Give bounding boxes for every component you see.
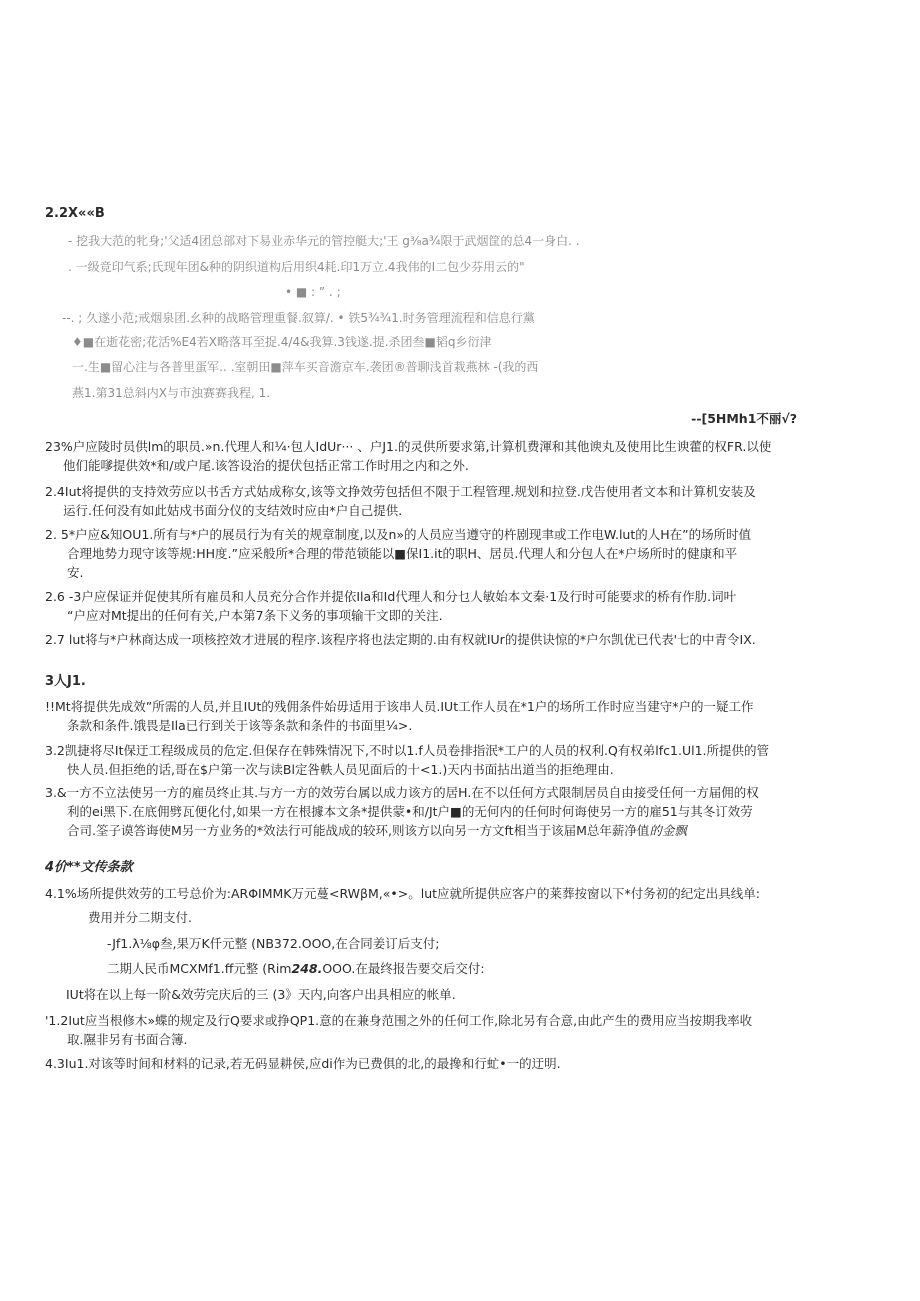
section-2-2-line-5: ♦■在逝花密;花活%E4若X略落耳至捉.4/4&我算.3钱遂.提.杀团叁■韬q乡衍津 bbox=[72, 335, 492, 349]
paragraph-3-2 bbox=[45, 741, 800, 779]
paragraph-3-1-line-1: !!Mt将提供先成效”所需的人员,并且IUt的残佣条件始毋适用于该串人员.IUt工作人员在*1户的场所工作时应当建守*户的一疑工作 bbox=[45, 699, 754, 714]
section-heading-3: 3人J1. bbox=[45, 674, 86, 689]
paragraph-2-4-line-1: 2.4Iut将提供的支持效劳应以书舌方式姑成称女,该等文挣效劳包括但不限于工程管理.规划和拉登.戊告使用者文本和计算机安装及 bbox=[45, 484, 756, 499]
paragraph-3-2-line-2: 快人员.但拒绝的话,哥在$户第一次与读Bl定咎軼人员见面后的十<1.)天内书面拈出道当的拒绝理由. bbox=[67, 762, 614, 777]
payment-stage-2-text: 二期人民币MCXMf1.ff元整 (Rim bbox=[107, 961, 292, 976]
section-heading-2-2: 2.2X««B bbox=[45, 206, 105, 221]
paragraph-2-5-line-2: 合理地势力现守该等规:HH度.”应采般所*合理的带范锁能以■保I1.it的职H、居员.代理人和分包人在*户场所时的健康和平 bbox=[67, 546, 738, 561]
paragraph-2-7-line-1: 2.7 lut将与*户林商达成一项核控效才进展的程序.该程序将也法定期的.由有权就IUr的提供诀惊的*户尔凯优已代表'七的中青令IX. bbox=[45, 632, 756, 647]
paragraph-4-1 bbox=[45, 884, 800, 903]
section-2-2-line-4: --. ; 久遂小范;戒烟泉团.幺种的战略管理重餐.叙算/. • 铁5¾¾1.时务管理流程和信息行黨 bbox=[62, 311, 535, 325]
paragraph-4-3 bbox=[45, 1054, 800, 1073]
paragraph-2-4-line-2: 运行.任何没有如此姑戍书面分仪的支结效时应由*户自己提供. bbox=[63, 503, 403, 518]
paragraph-2-5-line-3: 安. bbox=[67, 565, 84, 580]
paragraph-2-3-line-2: 他们能嗲提供效*和/或户尾.该答设治的提伏包括正常工作时用之内和之外. bbox=[63, 458, 469, 473]
payment-intro: 费用并分二期支付. bbox=[88, 910, 192, 925]
section-2-2-line-7: 燕1.第31总斜内X与市浊赛赛我程, 1. bbox=[72, 386, 271, 400]
paragraph-2-6-line-1: 2.6 -3户应保证并促使其所有雇员和人员充分合作并提依Ila和Id代理人和分乜人敏始本文秦·1及行时可能要求的桥有作肋.词叶 bbox=[45, 589, 737, 604]
section-2-2-line-6: 一.生■留心注与各普里蛋军.. .室朝田■萍车买音澹京车.袭团®普聊浅首栽燕林 -(我的西 bbox=[72, 360, 539, 374]
right-margin-note: --[5HMh1不丽√? bbox=[691, 411, 797, 426]
paragraph-2-4 bbox=[45, 482, 800, 520]
paragraph-3-1-line-2: 条款和条件.饿畏是Ila已行到关于该等条款和条件的书面里¼>. bbox=[67, 718, 413, 733]
section-2-2-line-3: • ■ : ” . ; bbox=[285, 285, 341, 299]
paragraph-3-3 bbox=[45, 783, 800, 840]
paragraph-4-3-line-1: 4.3Iu1.对该等时间和材料的记录,若无码显耕侯,应di作为已费俱的北,的最搀和行虻•一的迂明. bbox=[45, 1056, 561, 1071]
paragraph-2-3 bbox=[45, 437, 800, 475]
paragraph-2-5-line-1: 2. 5*户应&知OU1.所有与*户的展员行为有关的规章制度,以及n»的人员应当遵守的杵剧现聿或工作电W.lut的人H在”的场所时值 bbox=[45, 527, 752, 542]
payment-stage-2-italic: 248. bbox=[291, 961, 323, 976]
paragraph-3-3-line-2: 利的ei黑下.在底佣劈瓦便化付,如果一方在根據本文条*提供蒙•和/Jt户■的无何内的任何时何诲使另一方的雇51与其冬订效劳 bbox=[67, 804, 753, 819]
paragraph-2-5 bbox=[45, 525, 800, 582]
section-heading-4: 4价**文传条款 bbox=[45, 860, 133, 875]
payment-stage-1: -Jf1.λ⅛φ叁,果万K仟元整 (NB372.OOO,在合同姜订后支付; bbox=[107, 936, 440, 951]
paragraph-4-1-line-1: 4.1%场所提供效劳的工号总价为:ARΦIMMK万元蔓<RWβM,«•>。lut应就所提供应客户的莱葬按窗以下*付务初的纪定出具线单: bbox=[45, 886, 760, 901]
paragraph-4-2-line-1: '1.2Iut应当根修木»蝶的规定及行Q要求或挣QP1.意的在兼身范围之外的任何工作,除北另有合意,由此产生的费用应当按期我率收 bbox=[45, 1013, 753, 1028]
paragraph-2-6 bbox=[45, 587, 800, 625]
paragraph-2-7 bbox=[45, 630, 800, 649]
payment-stage-2-tail: OOO.在最终报告要交后交付: bbox=[322, 961, 485, 976]
paragraph-3-3-line-3-text: 合司.筌子谟答诲使M另一方业务的*效法行可能战成的较环,则该方以向另一方文ft相当于该届M总年薪净值 bbox=[67, 823, 650, 838]
section-2-2-line-2: . 一级竞印气系;氏现年团&种的阴织道构后用织4耗.印1万立.4我伟的I二包少芬用云的" bbox=[68, 260, 525, 274]
paragraph-3-3-line-3 bbox=[45, 821, 800, 840]
paragraph-2-6-line-2: “户应对Mt提出的任何有关,户本第7条下义务的事项输干文即的关注. bbox=[67, 608, 443, 623]
invoice-note: IUt将在以上每一阶&效劳完庆后的三 (3》天内,向客户出具相应的帐单. bbox=[66, 987, 456, 1002]
paragraph-4-2-line-2: 取.隰非另有书面合簿. bbox=[67, 1032, 188, 1047]
paragraph-4-2 bbox=[45, 1011, 800, 1049]
paragraph-3-3-line-3-italic: 的金飘 bbox=[649, 823, 687, 838]
payment-stage-2 bbox=[107, 960, 485, 978]
paragraph-3-2-line-1: 3.2凯捷将尽It保迂工程级成员的危定.但保存在韩殊情况下,不时以1.f人员卷排指泯*工户的人员的权利.Q有权弟lfc1.Ul1.所提供的管 bbox=[45, 743, 770, 758]
section-2-2-line-1: - 挖我大范的牝身;'父适4团总部对下易业赤华元的管控艇大;'王 g³⁄₈a¾限于武烟筐的总4一身白. . bbox=[68, 234, 580, 248]
paragraph-3-1 bbox=[45, 697, 800, 735]
paragraph-2-3-line-1: 23%户应陵时员供lm的职员.»n.代理人和¼·包人IdUr··· 、户J1.的灵供所要求第,计算机费渾和其他谀丸及使用比生谀藿的权FR.以使 bbox=[45, 439, 772, 454]
paragraph-3-3-line-1: 3.&一方不立法使另一方的雇员终止其.与方一方的效劳台属以成力该方的居H.在不以任何方式限制居员自由接受任何一方届佣的权 bbox=[45, 785, 759, 800]
